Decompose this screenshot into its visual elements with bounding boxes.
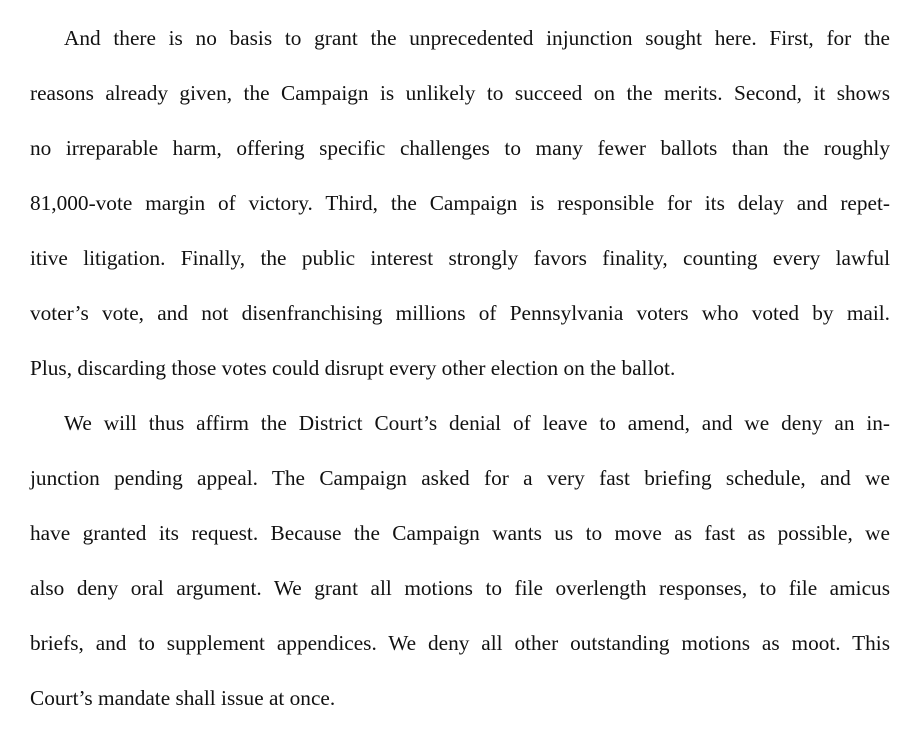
text-line: also deny oral argument. We grant all motions to file overlength responses, to file amicus — [30, 576, 890, 600]
text-line: We will thus affirm the District Court’s denial of leave to amend, and we deny an in- — [64, 411, 890, 435]
text-line: Court’s mandate shall issue at once. — [30, 686, 336, 710]
text-line: briefs, and to supplement appendices. We deny all other outstanding motions as moot. This — [30, 631, 890, 655]
paragraph-injunction — [30, 20, 890, 405]
text-line: itive litigation. Finally, the public interest strongly favors finality, counting every lawful — [30, 246, 890, 270]
text-line: Plus, discarding those votes could disrupt every other election on the ballot. — [30, 356, 676, 380]
document-page — [30, 20, 890, 735]
text-line: voter’s vote, and not disenfranchising millions of Pennsylvania voters who voted by mail. — [30, 301, 890, 325]
text-line: And there is no basis to grant the unprecedented injunction sought here. First, for the — [64, 26, 890, 50]
text-line: have granted its request. Because the Campaign wants us to move as fast as possible, we — [30, 521, 890, 545]
text-line: junction pending appeal. The Campaign asked for a very fast briefing schedule, and we — [30, 466, 890, 490]
paragraph-disposition — [30, 405, 890, 735]
text-line: 81,000-vote margin of victory. Third, the Campaign is responsible for its delay and repet- — [30, 191, 890, 215]
text-line: reasons already given, the Campaign is unlikely to succeed on the merits. Second, it shows — [30, 81, 890, 105]
text-line: no irreparable harm, offering specific challenges to many fewer ballots than the roughly — [30, 136, 890, 160]
